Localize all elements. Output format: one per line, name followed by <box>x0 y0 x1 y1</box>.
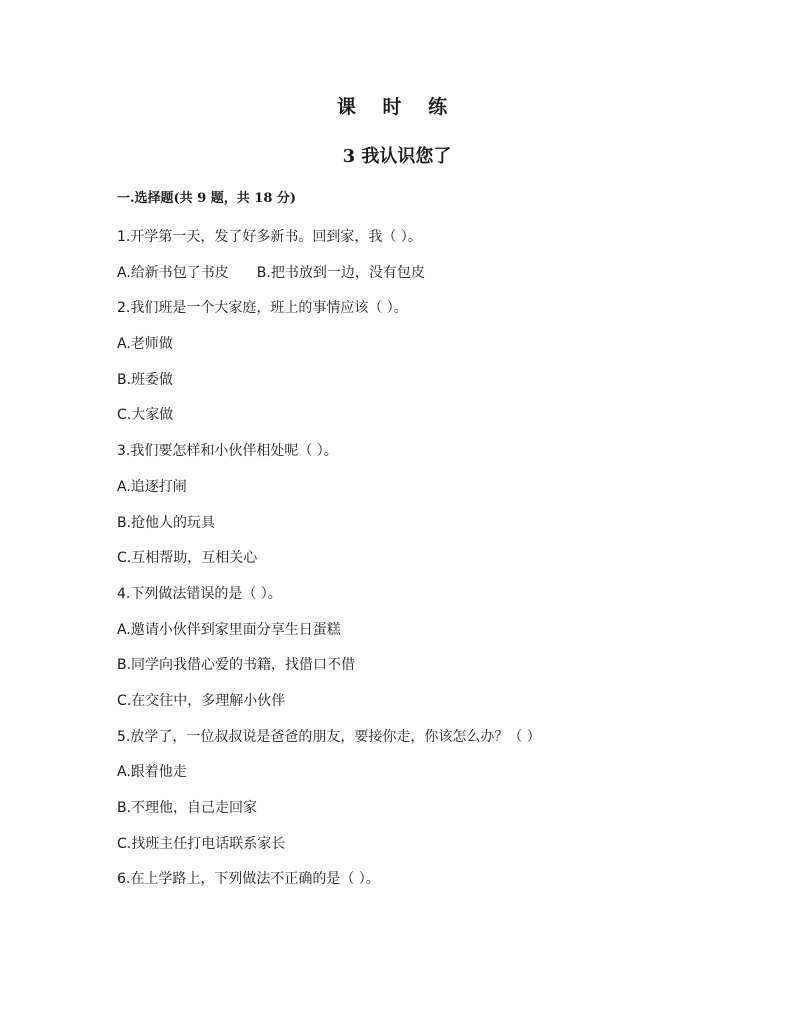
section-heading: 一.选择题(共 9 题，共 18 分) <box>117 191 297 206</box>
option: A.给新书包了书皮 <box>117 264 229 281</box>
option: A.邀请小伙伴到家里面分享生日蛋糕 <box>117 621 341 638</box>
option: C.在交往中，多理解小伙伴 <box>117 692 286 709</box>
option: B.把书放到一边，没有包皮 <box>256 264 425 281</box>
option: A.跟着他走 <box>117 764 187 781</box>
option: A.追逐打闹 <box>117 478 187 495</box>
option: C.互相帮助，互相关心 <box>117 550 258 567</box>
option: C.大家做 <box>117 407 174 424</box>
question-options-row <box>117 262 757 298</box>
question-stem: 2.我们班是一个大家庭，班上的事情应该（ ）。 <box>117 300 408 317</box>
question-stem: 4.下列做法错误的是（ ）。 <box>117 585 282 602</box>
option: B.同学向我借心爱的书籍，找借口不借 <box>117 657 356 674</box>
option: B.不理他，自己走回家 <box>117 800 258 816</box>
option: B.抢他人的玩具 <box>117 514 216 531</box>
option: B.班委做 <box>117 371 174 388</box>
question-list <box>117 226 757 904</box>
question-stem: 6.在上学路上，下列做法不正确的是（ ）。 <box>117 871 380 888</box>
question-stem: 1.开学第一天，发了好多新书。回到家，我（ ）。 <box>117 229 422 245</box>
question-stem: 3.我们要怎样和小伙伴相处呢（ ）。 <box>117 443 338 460</box>
page-title: 课 时 练 <box>336 96 458 118</box>
question-stem: 5.放学了，一位叔叔说是爸爸的朋友，要接你走，你该怎么办？（ ） <box>117 728 541 745</box>
option: C.找班主任打电话联系家长 <box>117 835 286 852</box>
lesson-title: 3 我认识您了 <box>342 146 452 167</box>
option: A.老师做 <box>117 336 173 353</box>
